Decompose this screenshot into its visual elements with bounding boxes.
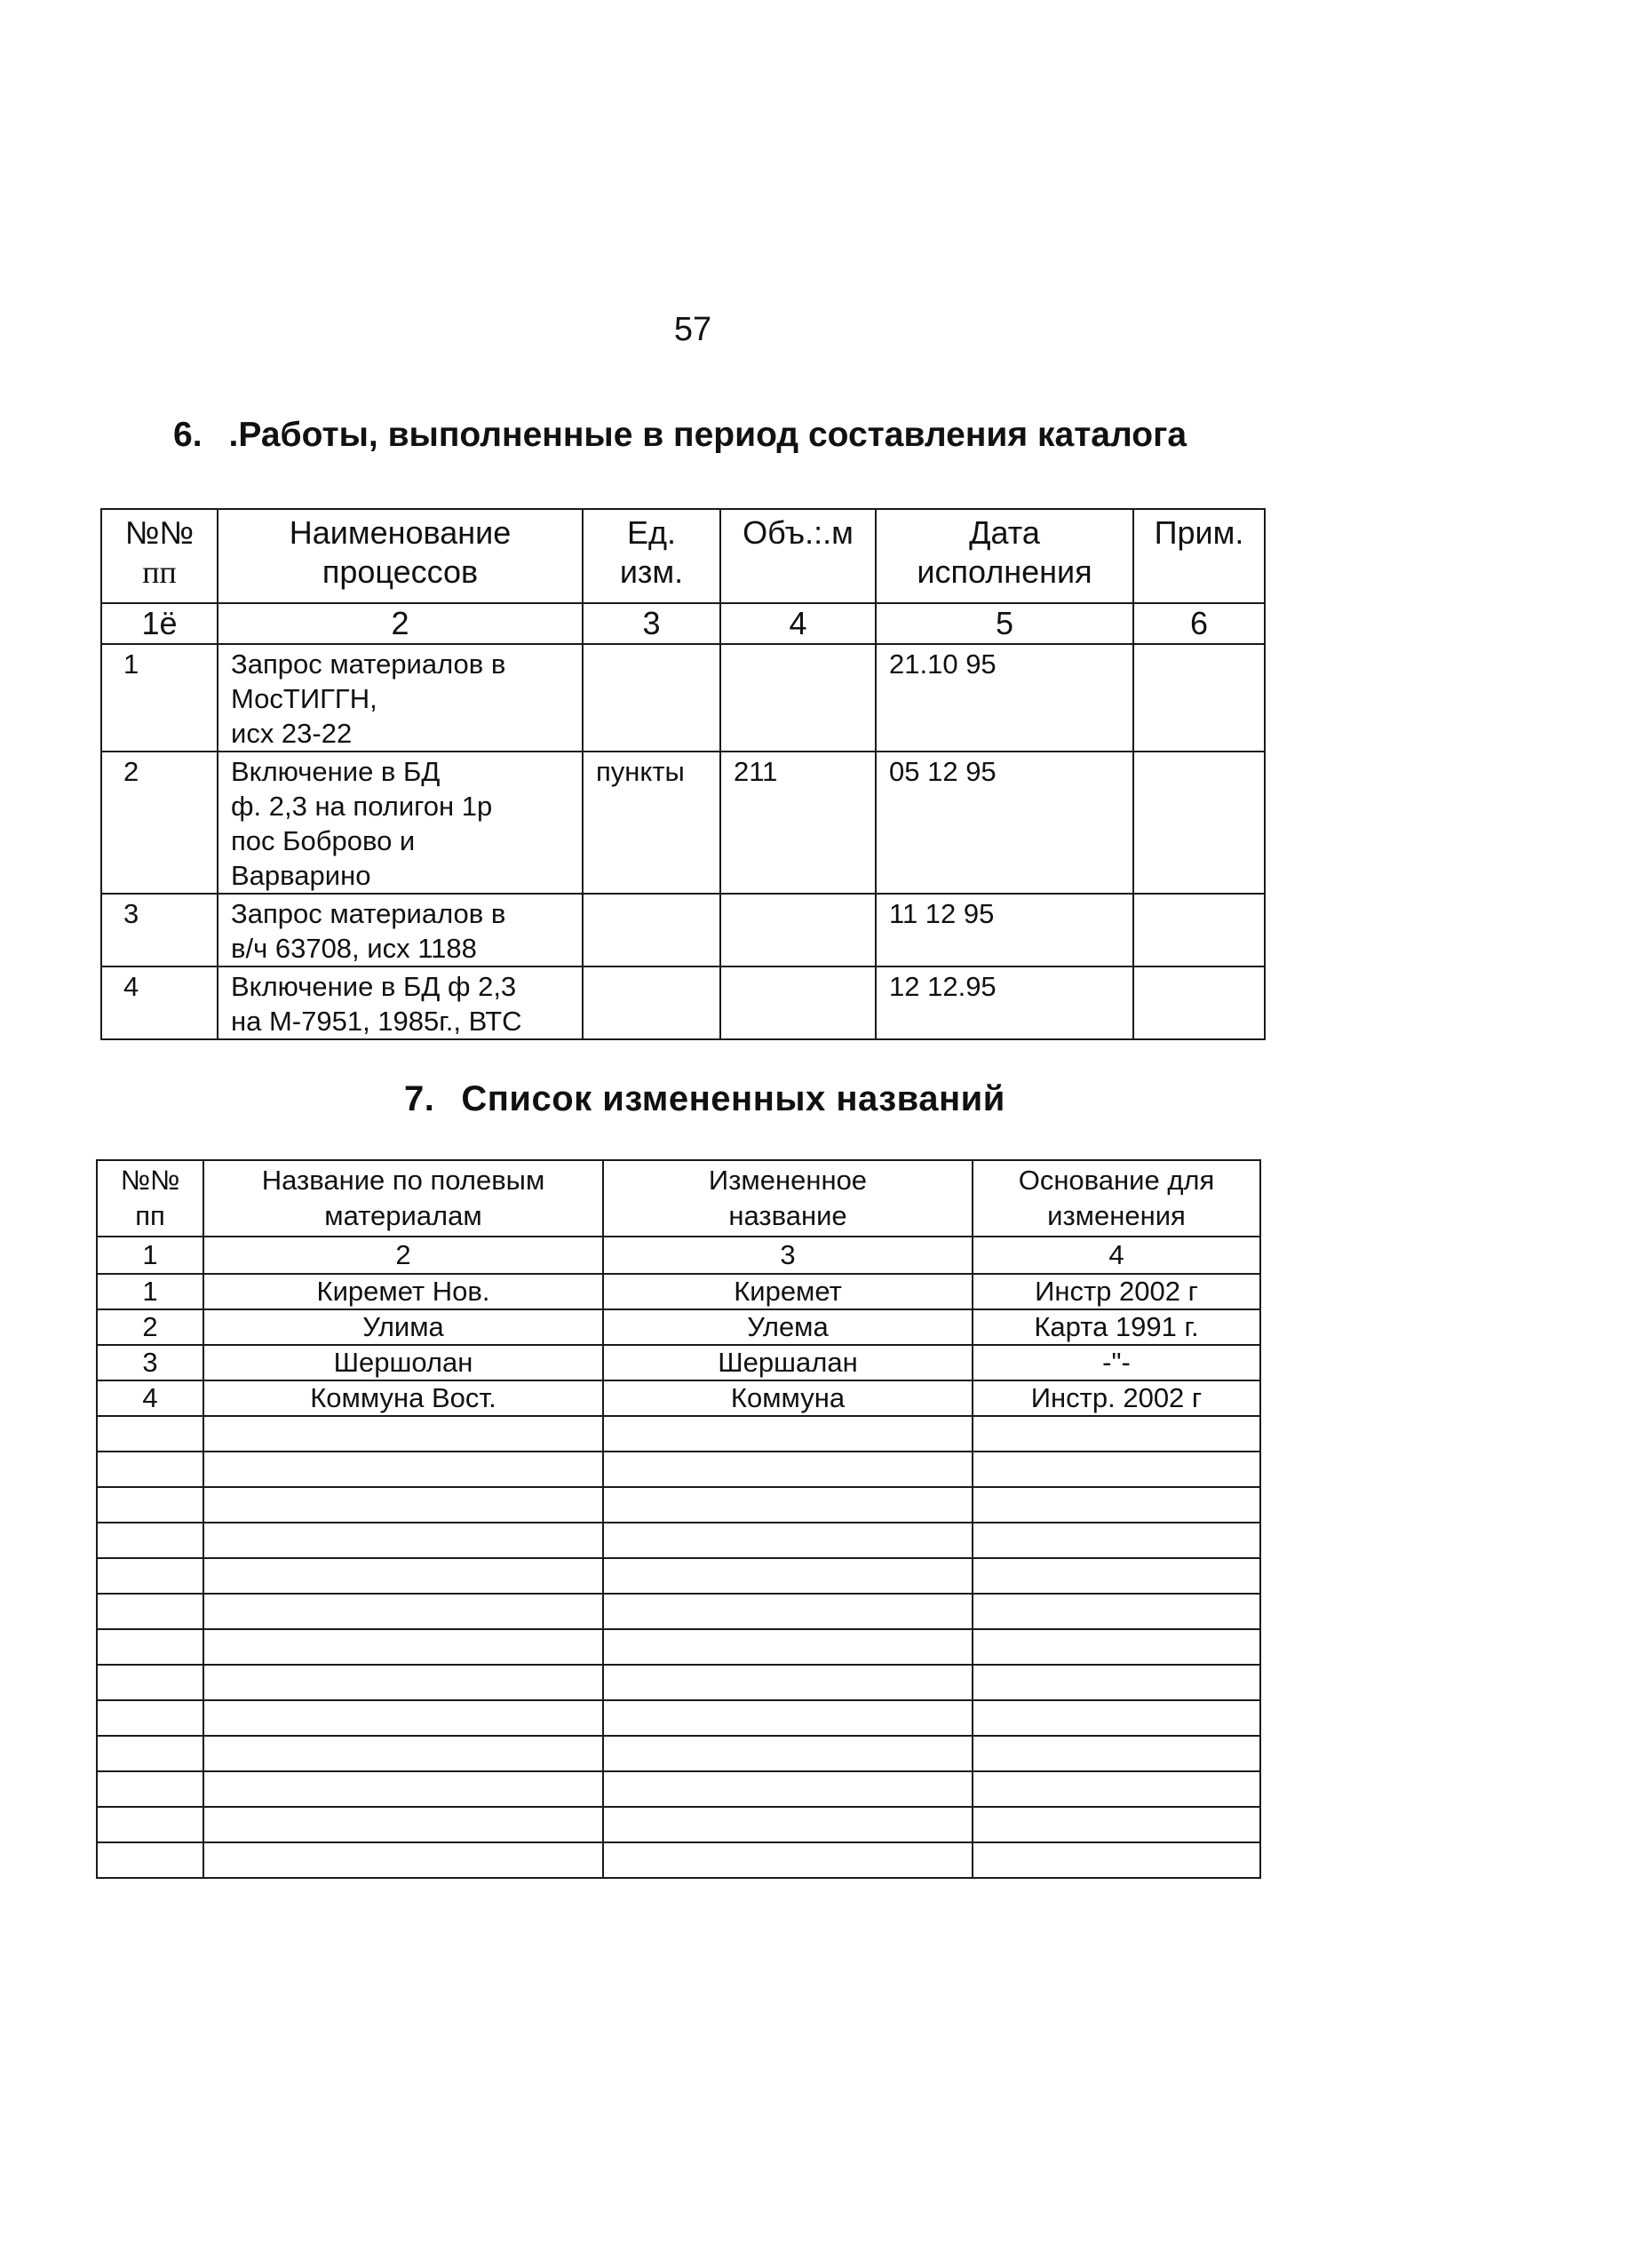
empty-cell — [603, 1700, 973, 1736]
empty-cell — [973, 1700, 1260, 1736]
empty-cell — [203, 1594, 603, 1629]
column-number: 3 — [583, 603, 720, 644]
header-changed-name-line1: Измененное — [708, 1165, 868, 1196]
section-6-heading — [173, 416, 1187, 455]
empty-cell — [973, 1771, 1260, 1807]
field-name-cell: Киремет Нов. — [203, 1274, 603, 1309]
process-name-line: пос Боброво и — [231, 825, 416, 856]
empty-cell — [603, 1487, 973, 1523]
changed-name-cell: Шершалан — [603, 1345, 973, 1380]
header-number-line2: пп — [135, 1200, 165, 1231]
column-number: 5 — [876, 603, 1133, 644]
empty-cell — [97, 1558, 203, 1594]
empty-row — [97, 1807, 1260, 1842]
empty-cell — [97, 1665, 203, 1700]
unit-cell: пункты — [583, 752, 720, 894]
row-number: 4 — [101, 966, 218, 1039]
process-name-line: на М-7951, 1985г., ВТС — [231, 1006, 522, 1037]
column-number-row — [97, 1237, 1260, 1274]
empty-row — [97, 1842, 1260, 1878]
process-name-line: Включение в БД — [231, 756, 441, 787]
empty-cell — [97, 1523, 203, 1558]
unit-cell — [583, 966, 720, 1039]
works-table-header — [101, 509, 1265, 603]
page-number: 57 — [673, 311, 712, 348]
process-name-line: Варварино — [231, 860, 371, 891]
section-6-title: .Работы, выполненные в период составления каталога — [228, 416, 1187, 454]
process-name-line: Включение в БД ф 2,3 — [231, 971, 517, 1002]
empty-cell — [603, 1558, 973, 1594]
header-changed-name — [603, 1160, 973, 1237]
header-process-name-line1: Наименование — [289, 514, 512, 551]
header-date-line2: исполнения — [917, 553, 1092, 590]
empty-cell — [203, 1771, 603, 1807]
empty-cell — [603, 1523, 973, 1558]
basis-cell: -"- — [973, 1345, 1260, 1380]
table-row — [101, 752, 1265, 894]
changed-name-cell: Киремет — [603, 1274, 973, 1309]
process-name-line: Запрос материалов в — [231, 648, 506, 680]
field-name-cell: Улима — [203, 1309, 603, 1345]
date-cell: 12 12.95 — [876, 966, 1133, 1039]
row-number: 1 — [101, 644, 218, 752]
empty-row — [97, 1416, 1260, 1452]
header-unit — [583, 509, 720, 603]
row-number: 4 — [97, 1380, 203, 1416]
empty-cell — [97, 1842, 203, 1878]
column-number: 3 — [603, 1237, 973, 1274]
volume-cell: 211 — [720, 752, 876, 894]
empty-row — [97, 1700, 1260, 1736]
process-name — [218, 966, 583, 1039]
header-field-name-line2: материалам — [324, 1200, 482, 1231]
table-row — [97, 1309, 1260, 1345]
empty-cell — [973, 1416, 1260, 1452]
note-cell — [1133, 966, 1265, 1039]
empty-row — [97, 1523, 1260, 1558]
empty-row — [97, 1771, 1260, 1807]
section-6-number: 6. — [173, 416, 203, 454]
empty-cell — [203, 1558, 603, 1594]
process-name — [218, 644, 583, 752]
header-date-line1: Дата — [969, 514, 1040, 551]
empty-cell — [203, 1452, 603, 1487]
empty-row — [97, 1665, 1260, 1700]
empty-cell — [973, 1842, 1260, 1878]
empty-cell — [973, 1629, 1260, 1665]
empty-cell — [97, 1771, 203, 1807]
column-number: 4 — [973, 1237, 1260, 1274]
table-row — [101, 966, 1265, 1039]
header-note-label: Прим. — [1154, 514, 1244, 551]
header-changed-name-line2: название — [728, 1200, 847, 1231]
empty-cell — [203, 1736, 603, 1771]
section-7-heading — [404, 1079, 1005, 1119]
empty-cell — [203, 1487, 603, 1523]
basis-cell: Карта 1991 г. — [973, 1309, 1260, 1345]
empty-cell — [97, 1736, 203, 1771]
header-basis-line2: изменения — [1047, 1200, 1186, 1231]
empty-cell — [203, 1665, 603, 1700]
empty-cell — [603, 1665, 973, 1700]
renamed-names-table — [96, 1159, 1261, 1879]
empty-cell — [97, 1594, 203, 1629]
empty-cell — [603, 1736, 973, 1771]
note-cell — [1133, 644, 1265, 752]
process-name — [218, 894, 583, 966]
table-row — [101, 894, 1265, 966]
row-number: 2 — [101, 752, 218, 894]
header-volume-label: Объ.:.м — [743, 514, 854, 551]
column-number: 2 — [203, 1237, 603, 1274]
header-field-name-line1: Название по полевым — [261, 1165, 545, 1196]
table-row — [97, 1380, 1260, 1416]
process-name-line: в/ч 63708, исх 1188 — [231, 933, 477, 964]
process-name-line: исх 23-22 — [231, 718, 353, 749]
header-number — [101, 509, 218, 603]
empty-cell — [973, 1736, 1260, 1771]
empty-cell — [97, 1807, 203, 1842]
empty-cell — [973, 1558, 1260, 1594]
date-cell: 21.10 95 — [876, 644, 1133, 752]
header-number — [97, 1160, 203, 1237]
date-cell: 05 12 95 — [876, 752, 1133, 894]
empty-cell — [97, 1629, 203, 1665]
empty-row — [97, 1558, 1260, 1594]
empty-row — [97, 1487, 1260, 1523]
table-row — [97, 1274, 1260, 1309]
empty-cell — [603, 1629, 973, 1665]
empty-row — [97, 1594, 1260, 1629]
empty-cell — [97, 1700, 203, 1736]
process-name-line: Запрос материалов в — [231, 898, 506, 929]
header-field-name — [203, 1160, 603, 1237]
empty-cell — [973, 1452, 1260, 1487]
empty-cell — [203, 1842, 603, 1878]
header-number-line2: пп — [142, 554, 177, 590]
header-note — [1133, 509, 1265, 603]
empty-cell — [603, 1452, 973, 1487]
empty-cell — [603, 1771, 973, 1807]
section-7-title: Список измененных названий — [461, 1079, 1005, 1118]
header-basis-line1: Основание для — [1018, 1165, 1215, 1196]
header-number-line1: №№ — [124, 514, 195, 551]
header-process-name — [218, 509, 583, 603]
row-number: 1 — [97, 1274, 203, 1309]
empty-row — [97, 1736, 1260, 1771]
header-unit-line2: изм. — [619, 553, 684, 590]
empty-cell — [603, 1416, 973, 1452]
empty-cell — [603, 1594, 973, 1629]
basis-cell: Инстр 2002 г — [973, 1274, 1260, 1309]
unit-cell — [583, 894, 720, 966]
empty-row — [97, 1629, 1260, 1665]
header-unit-line1: Ед. — [626, 514, 677, 551]
empty-cell — [973, 1665, 1260, 1700]
empty-cell — [203, 1523, 603, 1558]
column-number: 4 — [720, 603, 876, 644]
volume-cell — [720, 644, 876, 752]
empty-cell — [203, 1629, 603, 1665]
empty-cell — [97, 1452, 203, 1487]
row-number: 2 — [97, 1309, 203, 1345]
basis-cell: Инстр. 2002 г — [973, 1380, 1260, 1416]
empty-cell — [203, 1416, 603, 1452]
row-number: 3 — [101, 894, 218, 966]
empty-cell — [97, 1416, 203, 1452]
empty-cell — [97, 1487, 203, 1523]
process-name-line: ф. 2,3 на полигон 1р — [231, 791, 493, 822]
changed-name-cell: Коммуна — [603, 1380, 973, 1416]
renamed-names-table-header — [97, 1160, 1260, 1237]
empty-cell — [973, 1487, 1260, 1523]
column-number: 1ё — [101, 603, 218, 644]
empty-cell — [603, 1807, 973, 1842]
works-table — [100, 508, 1266, 1040]
column-number-row — [101, 603, 1265, 644]
empty-cell — [973, 1807, 1260, 1842]
volume-cell — [720, 894, 876, 966]
unit-cell — [583, 644, 720, 752]
table-row — [101, 644, 1265, 752]
header-basis — [973, 1160, 1260, 1237]
column-number: 2 — [218, 603, 583, 644]
volume-cell — [720, 966, 876, 1039]
column-number: 6 — [1133, 603, 1265, 644]
field-name-cell: Коммуна Вост. — [203, 1380, 603, 1416]
process-name — [218, 752, 583, 894]
note-cell — [1133, 894, 1265, 966]
header-volume — [720, 509, 876, 603]
row-number: 3 — [97, 1345, 203, 1380]
empty-cell — [603, 1842, 973, 1878]
empty-cell — [973, 1523, 1260, 1558]
empty-cell — [203, 1700, 603, 1736]
header-date — [876, 509, 1133, 603]
changed-name-cell: Улема — [603, 1309, 973, 1345]
empty-row — [97, 1452, 1260, 1487]
header-number-line1: №№ — [120, 1165, 180, 1196]
section-7-number: 7. — [404, 1079, 435, 1118]
table-row — [97, 1345, 1260, 1380]
header-process-name-line2: процессов — [322, 553, 479, 590]
date-cell: 11 12 95 — [876, 894, 1133, 966]
empty-cell — [973, 1594, 1260, 1629]
empty-cell — [203, 1807, 603, 1842]
note-cell — [1133, 752, 1265, 894]
field-name-cell: Шершолан — [203, 1345, 603, 1380]
process-name-line: МосТИГГН, — [231, 683, 377, 714]
column-number: 1 — [97, 1237, 203, 1274]
